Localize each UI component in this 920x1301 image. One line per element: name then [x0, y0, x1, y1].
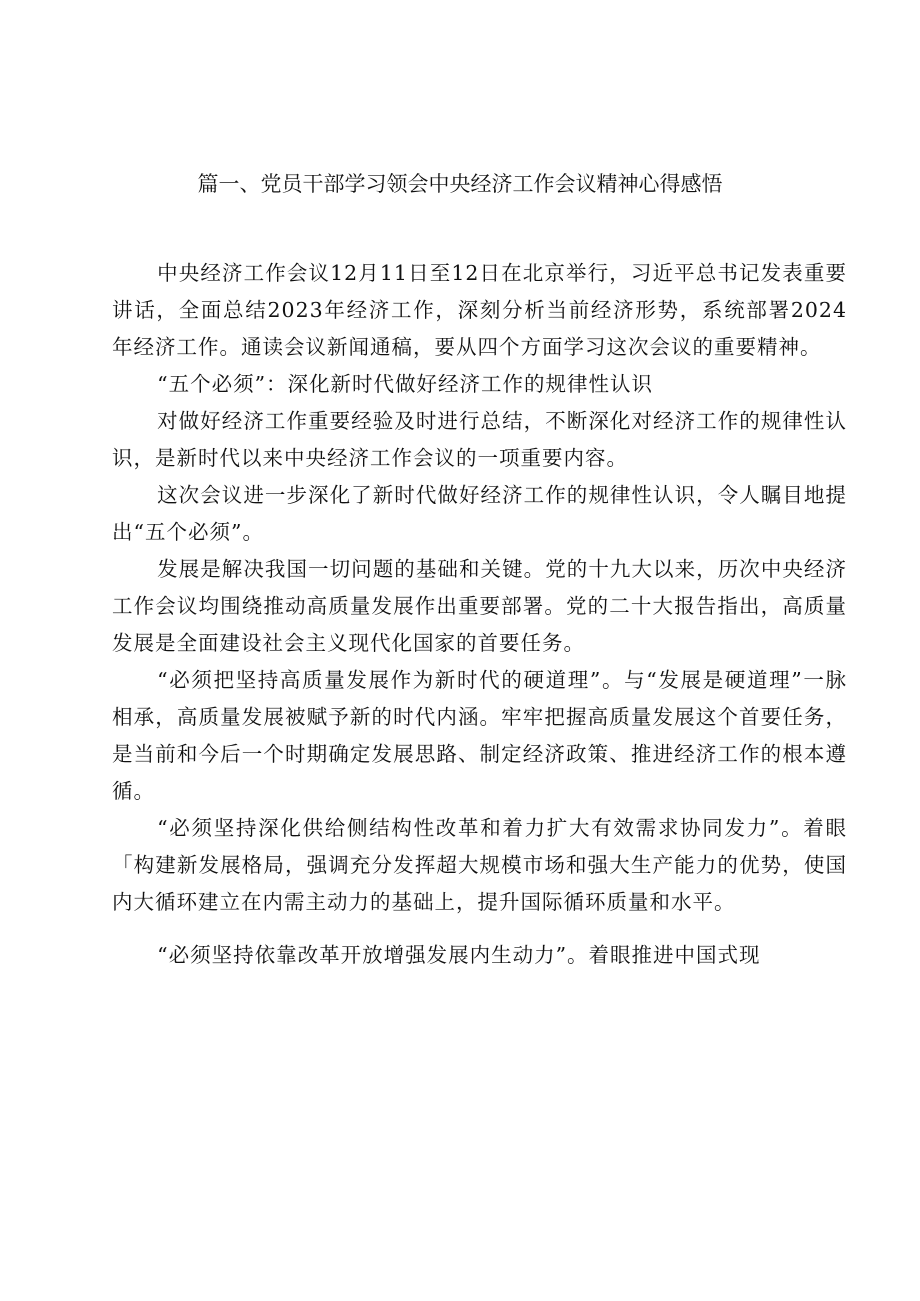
paragraph: 对做好经济工作重要经验及时进行总结，不断深化对经济工作的规律性认识，是新时代以来中央经济工作会议的一项重要内容。	[112, 409, 847, 470]
paragraph: 这次会议进一步深化了新时代做好经济工作的规律性认识，令人瞩目地提出“五个必须”。	[112, 483, 847, 544]
paragraph: “必须坚持依靠改革开放增强发展内生动力”。着眼推进中国式现	[157, 943, 761, 967]
paragraph: “必须坚持深化供给侧结构性改革和着力扩大有效需求协同发力”。着眼「构建新发展格局，强调充分发挥超大规模市场和强大生产能力的优势，使国内大循环建立在内需主动力的基础上，提升国际循环质量和水平。	[112, 816, 847, 914]
paragraph-intro: 中央经济工作会议12月11日至12日在北京举行，习近平总书记发表重要讲话，全面总结2023年经济工作，深刻分析当前经济形势，系统部署2024年经济工作。通读会议新闻通稿，要从四个方面学习这次会议的重要精神。	[112, 261, 847, 359]
document-title: 篇一、党员干部学习领会中央经济工作会议精神心得感悟	[197, 172, 723, 196]
document-body	[112, 255, 847, 974]
paragraph: “必须把坚持高质量发展作为新时代的硬道理”。与“发展是硬道理”一脉相承，高质量发展被赋予新的时代内涵。牢牢把握高质量发展这个首要任务，是当前和今后一个时期确定发展思路、制定经济政策、推进经济工作的根本遵循。	[112, 668, 847, 803]
paragraph-heading-five-musts: “五个必须”：深化新时代做好经济工作的规律性认识	[157, 372, 654, 396]
paragraph: 发展是解决我国一切问题的基础和关键。党的十九大以来，历次中央经济工作会议均围绕推动高质量发展作出重要部署。党的二十大报告指出，高质量发展是全面建设社会主义现代化国家的首要任务。	[112, 557, 847, 655]
